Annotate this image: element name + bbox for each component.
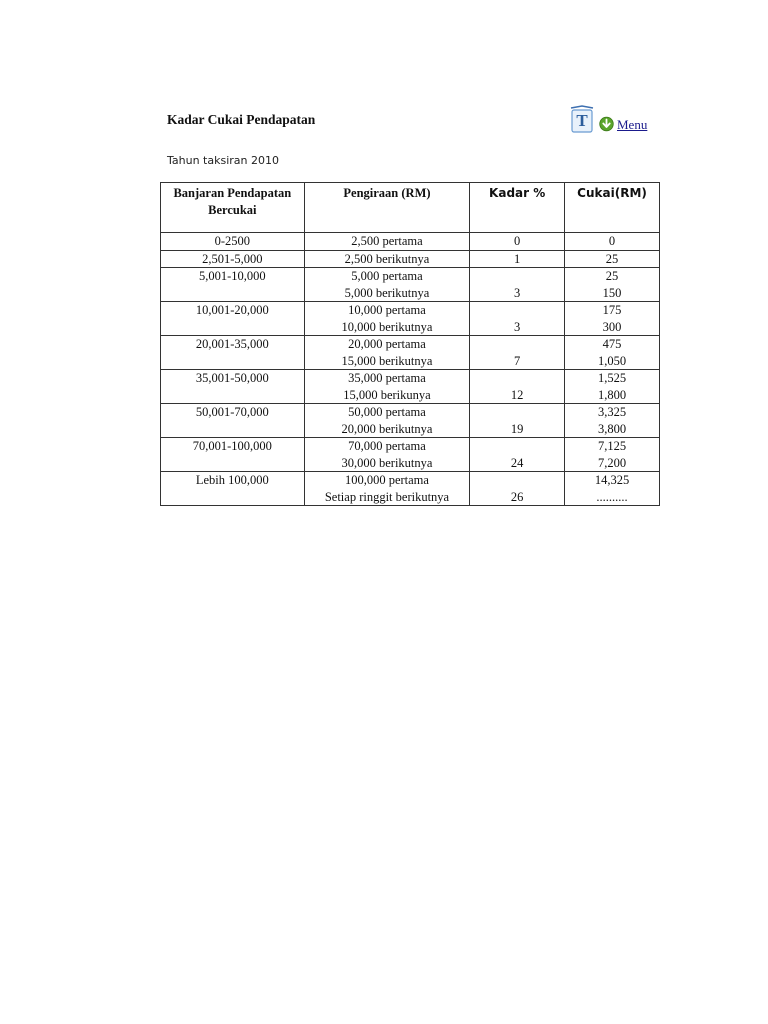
calculation-line: 10,000 berikutnya	[341, 319, 433, 334]
rate-cell: 3	[470, 302, 565, 336]
tax-cell	[565, 336, 660, 370]
tax-cell	[565, 404, 660, 438]
rate-cell: 7	[470, 336, 565, 370]
rate-cell: 19	[470, 404, 565, 438]
calculation-line: 2,500 pertama	[351, 234, 423, 248]
table-row	[161, 336, 660, 370]
table-row	[161, 233, 660, 251]
calculation-line: 5,000 berikutnya	[344, 285, 430, 300]
table-row	[161, 438, 660, 472]
green-down-arrow-icon	[599, 116, 614, 132]
income-band-cell: 5,001-10,000	[161, 268, 305, 302]
tax-line: ..........	[596, 489, 628, 504]
income-band-cell: 0-2500	[161, 233, 305, 251]
calculation-line: 20,000 berikutnya	[341, 421, 433, 436]
table-body	[161, 233, 660, 506]
tax-line: 7,125	[597, 439, 627, 453]
table-row	[161, 404, 660, 438]
table-row	[161, 472, 660, 506]
table-header-row	[161, 183, 660, 233]
calculation-cell	[304, 302, 470, 336]
tax-line: 7,200	[597, 455, 627, 470]
rate-cell: 3	[470, 268, 565, 302]
calculation-cell	[304, 438, 470, 472]
rate-cell: 26	[470, 472, 565, 506]
calculation-cell	[304, 233, 470, 251]
income-band-cell: 70,001-100,000	[161, 438, 305, 472]
tax-line: 3,325	[597, 405, 627, 419]
calculation-line: 15,000 berikutnya	[341, 353, 433, 368]
calculation-cell	[304, 404, 470, 438]
tax-line: 150	[602, 285, 622, 300]
tax-line: 25	[605, 269, 619, 283]
income-band-cell: 50,001-70,000	[161, 404, 305, 438]
rate-cell: 1	[470, 250, 565, 268]
rate-cell: 24	[470, 438, 565, 472]
tax-line: 3,800	[597, 421, 627, 436]
tax-line: 1,800	[597, 387, 627, 402]
calculation-cell	[304, 336, 470, 370]
income-band-cell: Lebih 100,000	[161, 472, 305, 506]
tax-line: 25	[605, 251, 619, 266]
tax-line: 175	[602, 303, 622, 317]
calculation-line: 35,000 pertama	[348, 371, 426, 385]
header-rate: Kadar %	[470, 183, 565, 233]
assessment-year: Tahun taksiran 2010	[167, 154, 279, 167]
tax-cell	[565, 268, 660, 302]
table-row	[161, 302, 660, 336]
menu-link[interactable]: Menu	[617, 117, 648, 132]
table-row	[161, 268, 660, 302]
calculation-line: 20,000 pertama	[348, 337, 426, 351]
tax-line: 300	[602, 319, 622, 334]
tax-line: 0	[608, 234, 616, 248]
tax-cell	[565, 370, 660, 404]
calculation-line: 15,000 berikunya	[343, 387, 431, 402]
calculation-line: Setiap ringgit berikutnya	[324, 489, 450, 504]
rate-cell: 0	[470, 233, 565, 251]
tax-line: 1,525	[597, 371, 627, 385]
calculation-line: 100,000 pertama	[344, 473, 429, 487]
income-band-cell: 35,001-50,000	[161, 370, 305, 404]
header-income-band: Banjaran Pendapatan Bercukai	[161, 183, 305, 233]
calculation-cell	[304, 472, 470, 506]
header-calculation: Pengiraan (RM)	[304, 183, 470, 233]
calculation-cell	[304, 250, 470, 268]
tax-rate-table	[160, 182, 660, 506]
income-band-cell: 20,001-35,000	[161, 336, 305, 370]
calculation-line: 30,000 berikutnya	[341, 455, 433, 470]
calculation-cell	[304, 370, 470, 404]
tax-line: 1,050	[597, 353, 627, 368]
document-t-icon	[568, 104, 596, 134]
tax-cell	[565, 250, 660, 268]
tax-cell	[565, 472, 660, 506]
tax-cell	[565, 302, 660, 336]
income-band-cell: 2,501-5,000	[161, 250, 305, 268]
table-row	[161, 250, 660, 268]
calculation-line: 5,000 pertama	[351, 269, 423, 283]
menu-area	[568, 104, 647, 134]
calculation-line: 10,000 pertama	[348, 303, 426, 317]
svg-text:T: T	[576, 111, 588, 130]
header-tax: Cukai(RM)	[565, 183, 660, 233]
tax-cell	[565, 438, 660, 472]
rate-cell: 12	[470, 370, 565, 404]
tax-line: 14,325	[594, 473, 630, 487]
income-band-cell: 10,001-20,000	[161, 302, 305, 336]
calculation-line: 2,500 berikutnya	[344, 251, 430, 266]
tax-cell	[565, 233, 660, 251]
table-row	[161, 370, 660, 404]
calculation-line: 70,000 pertama	[348, 439, 426, 453]
tax-line: 475	[602, 337, 622, 351]
page-title: Kadar Cukai Pendapatan	[167, 112, 316, 127]
calculation-line: 50,000 pertama	[348, 405, 426, 419]
calculation-cell	[304, 268, 470, 302]
